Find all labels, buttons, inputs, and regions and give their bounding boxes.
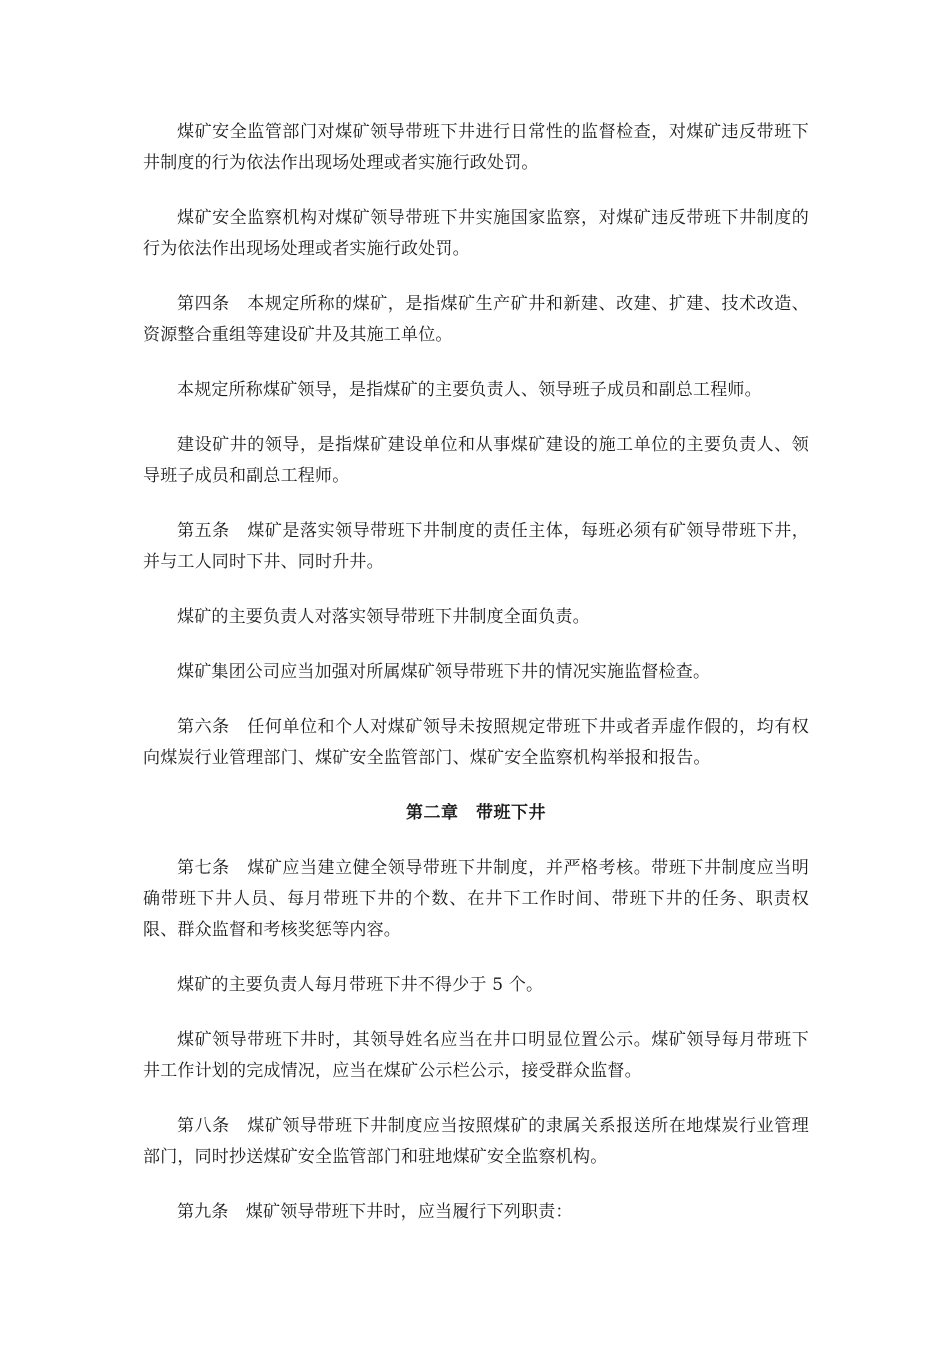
paragraph-public-notice: 煤矿领导带班下井时，其领导姓名应当在井口明显位置公示。煤矿领导每月带班下井工作计划的完成情况，应当在煤矿公示栏公示，接受群众监督。 xyxy=(143,1030,809,1081)
paragraph-article-6: 第六条 任何单位和个人对煤矿领导未按照规定带班下井或者弄虚作假的，均有权向煤炭行业管理部门、煤矿安全监管部门、煤矿安全监察机构举报和报告。 xyxy=(143,717,809,768)
paragraph-group-company: 煤矿集团公司应当加强对所属煤矿领导带班下井的情况实施监督检查。 xyxy=(177,662,711,682)
paragraph-article-8: 第八条 煤矿领导带班下井制度应当按照煤矿的隶属关系报送所在地煤炭行业管理部门，同时抄送煤矿安全监管部门和驻地煤矿安全监察机构。 xyxy=(143,1116,809,1167)
paragraph-article-9: 第九条 煤矿领导带班下井时，应当履行下列职责： xyxy=(177,1202,573,1222)
paragraph-construction-leaders: 建设矿井的领导，是指煤矿建设单位和从事煤矿建设的施工单位的主要负责人、领导班子成员和副总工程师。 xyxy=(143,435,809,486)
paragraph-article-7: 第七条 煤矿应当建立健全领导带班下井制度，并严格考核。带班下井制度应当明确带班下井人员、每月带班下井的个数、在井下工作时间、带班下井的任务、职责权限、群众监督和考核奖惩等内容。 xyxy=(143,858,809,940)
paragraph-article-5: 第五条 煤矿是落实领导带班下井制度的责任主体，每班必须有矿领导带班下井，并与工人同时下井、同时升井。 xyxy=(143,521,809,572)
paragraph-article-4: 第四条 本规定所称的煤矿，是指煤矿生产矿井和新建、改建、扩建、技术改造、资源整合重组等建设矿井及其施工单位。 xyxy=(143,294,809,345)
paragraph-mine-leaders-definition: 本规定所称煤矿领导，是指煤矿的主要负责人、领导班子成员和副总工程师。 xyxy=(177,380,762,400)
paragraph-main-responsible: 煤矿的主要负责人对落实领导带班下井制度全面负责。 xyxy=(177,607,590,627)
paragraph-supervision-agency: 煤矿安全监察机构对煤矿领导带班下井实施国家监察，对煤矿违反带班下井制度的行为依法作出现场处理或者实施行政处罚。 xyxy=(143,208,809,259)
paragraph-supervision-dept: 煤矿安全监管部门对煤矿领导带班下井进行日常性的监督检查，对煤矿违反带班下井制度的行为依法作出现场处理或者实施行政处罚。 xyxy=(143,122,809,173)
paragraph-monthly-minimum: 煤矿的主要负责人每月带班下井不得少于 5 个。 xyxy=(177,975,544,995)
chapter-heading: 第二章 带班下井 xyxy=(406,803,546,823)
